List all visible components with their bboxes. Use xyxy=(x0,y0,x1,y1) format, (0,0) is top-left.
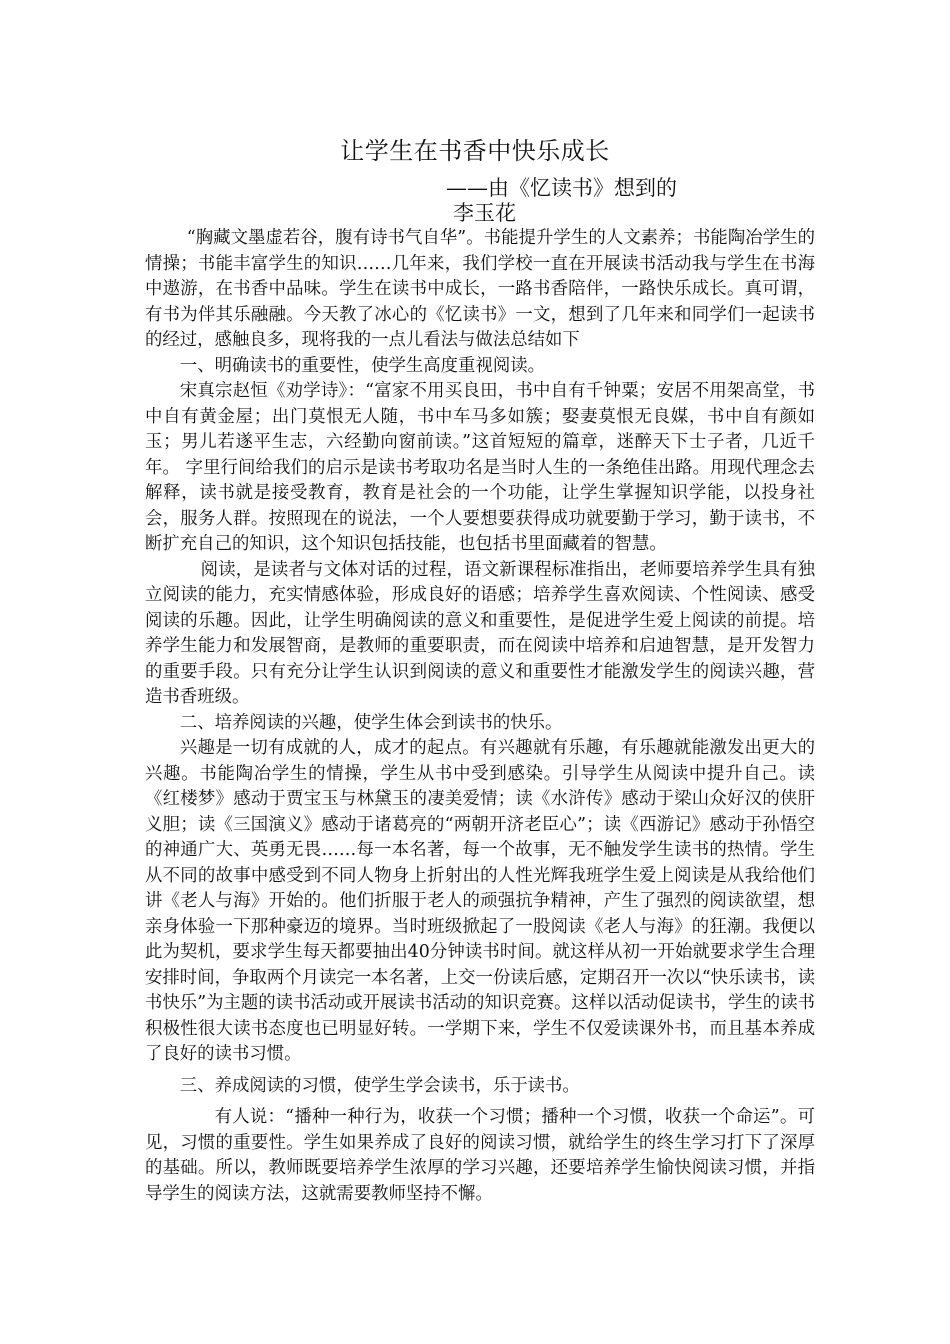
section-heading-1: 一、明确读书的重要性，使学生高度重视阅读。 xyxy=(179,355,546,376)
section-heading-3: 三、养成阅读的习惯，使学生学会读书，乐于读书。 xyxy=(179,1075,580,1096)
document-author: 李玉花 xyxy=(453,201,516,225)
document-title: 让学生在书香中快乐成长 xyxy=(340,137,610,165)
document-body xyxy=(145,226,815,1207)
body-paragraph: 阅读，是读者与文体对话的过程，语文新课程标准指出，老师要培养学生具有独立阅读的能力，充实情感体验，形成良好的语感；培养学生喜欢阅读、个性阅读、感受阅读的乐趣。因此，让学生明确阅读的意义和重要性，是促进学生爱上阅读的前提。培养学生能力和发展智商，是教师的重要职责，而在阅读中培养和启迪智慧，是开发智力的重要手段。只有充分让学生认识到阅读的意义和重要性才能激发学生的阅读兴趣，营造书香班级。 xyxy=(145,559,815,707)
document-subtitle: ——由《忆读书》想到的 xyxy=(446,176,677,200)
section-heading-2: 二、培养阅读的兴趣，使学生体会到读书的快乐。 xyxy=(179,712,563,733)
intro-paragraph: “胸藏文墨虚若谷，腹有诗书气自华”。书能提升学生的人文素养；书能陶冶学生的情操；书能丰富学生的知识……几年来，我们学校一直在开展读书活动我与学生在书海中遨游，在书香中品味。学生在读书中成长，一路书香陪伴，一路快乐成长。真可谓，有书为伴其乐融融。今天教了冰心的《忆读书》一文，想到了几年来和同学们一起读书的经过，感触良多，现将我的一点儿看法与做法总结如下 xyxy=(145,228,815,350)
body-paragraph: 有人说：“播种一种行为，收获一个习惯；播种一个习惯，收获一个命运”。可见，习惯的重要性。学生如果养成了良好的阅读习惯，就给学生的终生学习打下了深厚的基础。所以，教师既要培养学生浓厚的学习兴趣，还要培养学生愉快阅读习惯，并指导学生的阅读方法，这就需要教师坚持不懈。 xyxy=(145,1107,815,1204)
body-paragraph: 宋真宗赵恒《劝学诗》：“富家不用买良田，书中自有千钟粟；安居不用架高堂，书中自有黄金屋；出门莫恨无人随，书中车马多如簇；娶妻莫恨无良媒，书中自有颜如玉；男儿若遂平生志，六经勤向窗前读。”这首短短的篇章，迷醉天下士子者，几近千年。 字里行间给我们的启示是读书考取功名是当时人生的一条绝佳出路。用现代理念去解释，读书就是接受教育，教育是社会的一个功能，让学生掌握知识学能，以投身社会，服务人群。按照现在的说法，一个人要想要获得成功就要勤于学习，勤于读书，不断扩充自己的知识，这个知识包括技能，也包括书里面藏着的智慧。 xyxy=(145,381,815,554)
body-paragraph: 兴趣是一切有成就的人，成才的起点。有兴趣就有乐趣，有乐趣就能激发出更大的兴趣。书能陶冶学生的情操，学生从书中受到感染。引导学生从阅读中提升自己。读《红楼梦》感动于贾宝玉与林黛玉的凄美爱情；读《水浒传》感动于梁山众好汉的侠肝义胆；读《三国演义》感动于诸葛亮的“两朝开济老臣心”；读《西游记》感动于孙悟空的神通广大、英勇无畏……每一本名著，每一个故事，无不触发学生读书的热情。学生从不同的故事中感受到不同人物身上折射出的人性光辉我班学生爱上阅读是从我给他们讲《老人与海》开始的。他们折服于老人的顽强抗争精神，产生了强烈的阅读欲望，想亲身体验一下那种豪迈的境界。当时班级掀起了一股阅读《老人与海》的狂潮。我便以此为契机，要求学生每天都要抽出40分钟读书时间。就这样从初一开始就要求学生合理安排时间，争取两个月读完一本名著，上交一份读后感，定期召开一次以“快乐读书，读书快乐”为主题的读书活动或开展读书活动的知识竞赛。这样以活动促读书，学生的读书积极性很大读书态度也已明显好转。一学期下来，学生不仅爱读课外书，而且基本养成了良好的读书习惯。 xyxy=(145,738,815,1064)
